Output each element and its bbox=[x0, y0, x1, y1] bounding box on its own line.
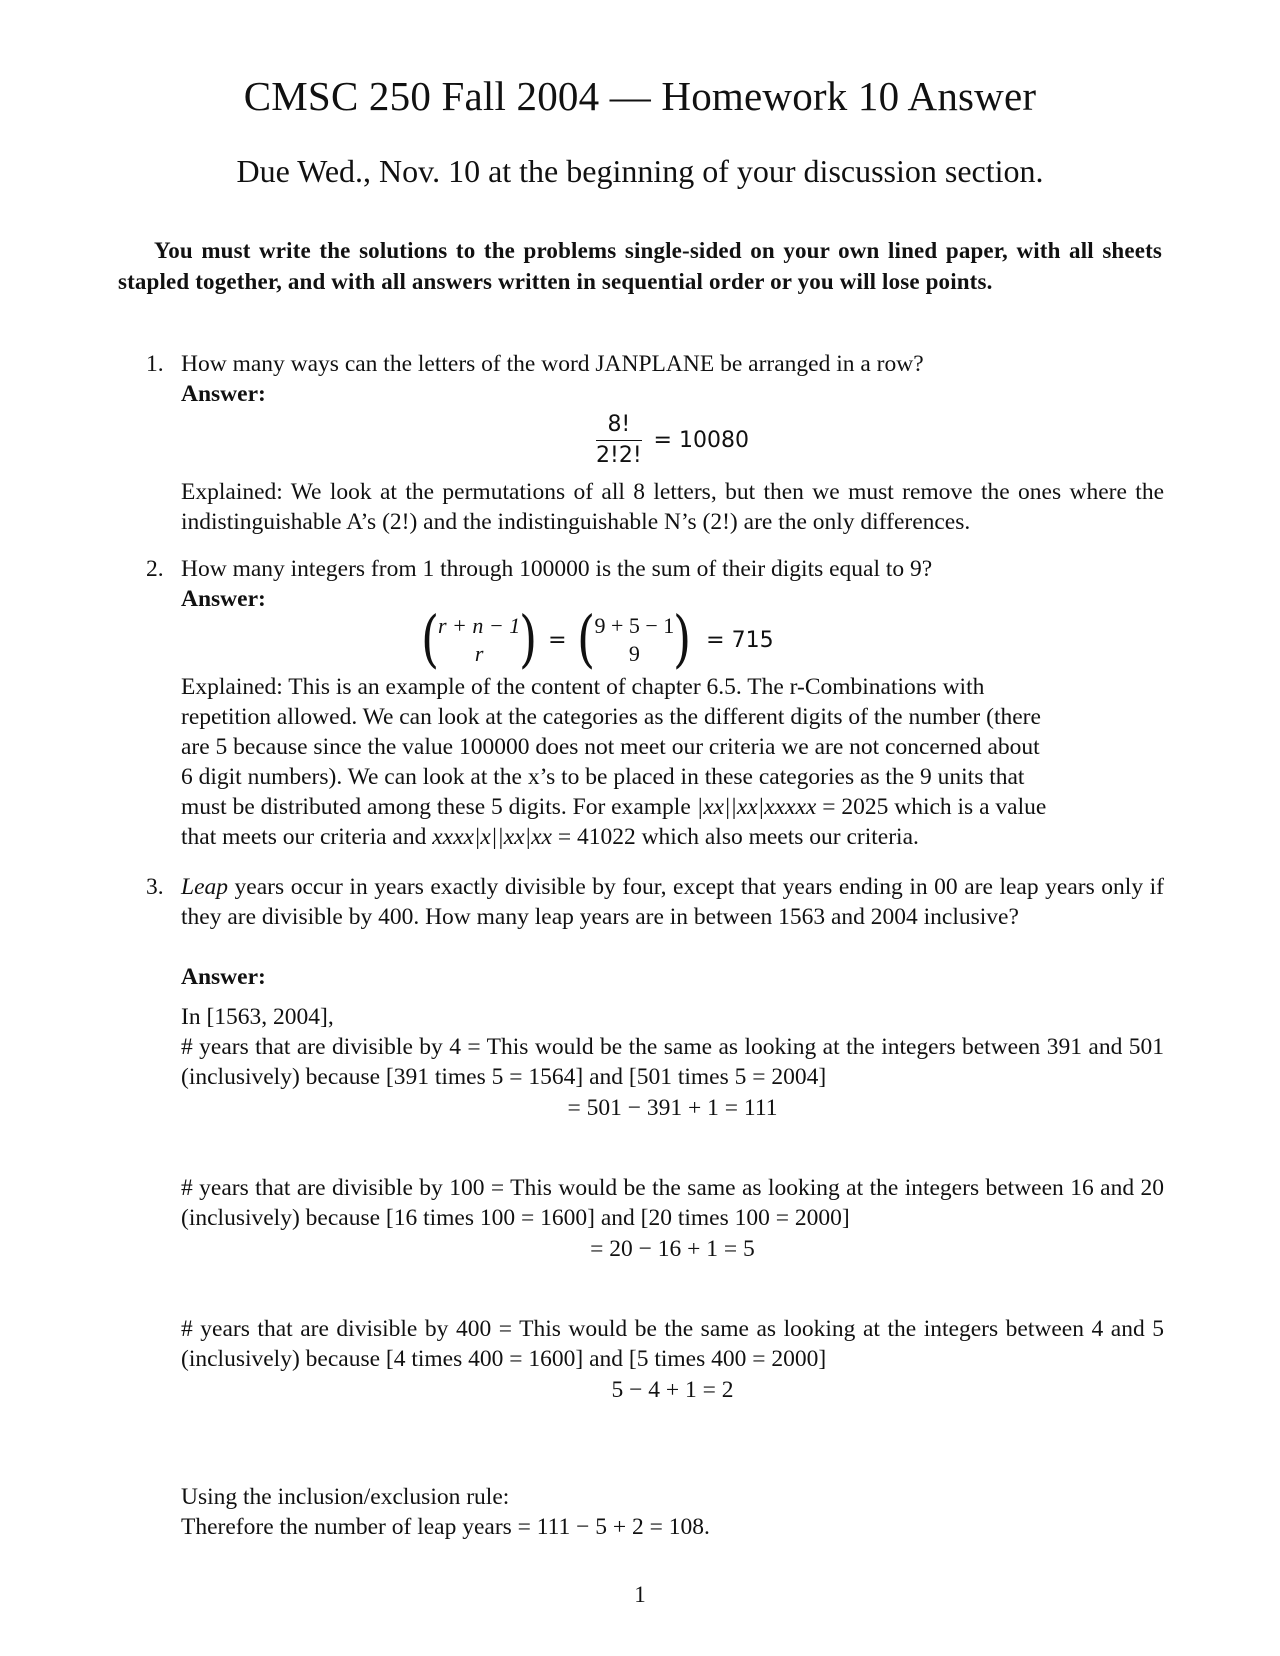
problem-2-explanation-line-4: 6 digit numbers). We can look at the x’s to be placed in these categories as the 9 units that bbox=[181, 764, 1025, 790]
problem-2-question: How many integers from 1 through 100000 is the sum of their digits equal to 9? bbox=[181, 556, 933, 582]
problem-1-numerator: 8! bbox=[596, 412, 642, 441]
page-number: 1 bbox=[634, 1582, 646, 1607]
problem-2-binomial-general: ( r + n − 1 r ) bbox=[421, 602, 538, 675]
problem-1-explanation: Explained: We look at the permutations of all 8 letters, but then we must remove the ones where the indistinguishable A’s (2!) and the indistinguishable N’s (2!) are the only differences. bbox=[181, 479, 1164, 535]
problem-2-binom1-bottom: r bbox=[474, 641, 484, 666]
problem-3-intro: In [1563, 2004], bbox=[181, 1004, 334, 1030]
problem-3-part-1-text: # years that are divisible by 4 = This would be the same as looking at the integers between 391 and 501 (inclusively) because [391 times 5 = 1564] and [501 times 5 = 2004] bbox=[181, 1034, 1164, 1090]
problem-1-number: 1. bbox=[146, 351, 164, 377]
problem-2-explanation-line-1: Explained: This is an example of the content of chapter 6.5. The r-Combinations with bbox=[181, 674, 985, 700]
problem-3-part-1-equation: = 501 − 391 + 1 = 111 bbox=[567, 1095, 778, 1121]
problem-2-binomial-specific: ( 9 + 5 − 1 9 ) bbox=[577, 602, 692, 675]
problem-2-answer-label: Answer: bbox=[181, 586, 266, 612]
line-5-math: |xx||xx|xxxxx bbox=[696, 794, 817, 820]
problem-2-binom1-top: r + n − 1 bbox=[438, 613, 521, 638]
problem-3-part-2-text: # years that are divisible by 100 = This would be the same as looking at the integers between 16 and 20 (inclusively) because [16 times 100 = 1600] and [20 times 100 = 2000] bbox=[181, 1175, 1164, 1231]
problem-3-part-3-equation: 5 − 4 + 1 = 2 bbox=[611, 1377, 734, 1403]
problem-2-binom2-bottom: 9 bbox=[628, 641, 640, 666]
problem-3-question-rest: years occur in years exactly divisible by four, except that years ending in 00 are leap years only if they are divisible by 400. How many leap years are in between 1563 and 2004 inclusive? bbox=[181, 874, 1164, 930]
problem-1-fraction bbox=[596, 412, 642, 469]
problem-2-explanation-line-5 bbox=[181, 792, 1164, 822]
problem-3-question-emph: Leap bbox=[181, 874, 228, 900]
problem-2-number: 2. bbox=[146, 556, 164, 582]
problem-3-part-2-equation: = 20 − 16 + 1 = 5 bbox=[590, 1236, 755, 1262]
problem-3-conclusion-line-2: Therefore the number of leap years = 111 − 5 + 2 = 108. bbox=[181, 1514, 710, 1540]
page-title: CMSC 250 Fall 2004 — Homework 10 Answer bbox=[243, 73, 1037, 119]
line-6-prefix: that meets our criteria and bbox=[181, 824, 433, 850]
problem-2-result: = 715 bbox=[706, 627, 774, 653]
problem-2-explanation-line-2: repetition allowed. We can look at the categories as the different digits of the number (there bbox=[181, 704, 1041, 730]
problem-1-equation bbox=[181, 412, 1164, 469]
problem-3-question bbox=[181, 872, 1164, 932]
problem-3-answer-label: Answer: bbox=[181, 964, 266, 990]
page-subtitle: Due Wed., Nov. 10 at the beginning of your discussion section. bbox=[236, 153, 1044, 189]
problem-1-question: How many ways can the letters of the word JANPLANE be arranged in a row? bbox=[181, 351, 924, 377]
problem-1-answer-label: Answer: bbox=[181, 381, 266, 407]
problem-2-explanation-line-6 bbox=[181, 822, 1164, 852]
problem-1-denominator: 2!2! bbox=[596, 443, 642, 468]
line-6-suffix: = 41022 which also meets our criteria. bbox=[551, 824, 919, 850]
problem-3-part-3-text: # years that are divisible by 400 = This would be the same as looking at the integers between 4 and 5 (inclusively) because [4 times 400 = 1600] and [5 times 400 = 2000] bbox=[181, 1316, 1164, 1372]
line-5-prefix: must be distributed among these 5 digits. For example bbox=[181, 794, 697, 820]
problem-1-block bbox=[181, 349, 1164, 409]
problem-1-result: = 10080 bbox=[653, 427, 749, 453]
problem-2-equation bbox=[420, 602, 880, 675]
problem-2-explanation-line-3: are 5 because since the value 100000 does not meet our criteria we are not concerned about bbox=[181, 734, 1040, 760]
problem-3-conclusion bbox=[181, 1482, 1164, 1542]
line-6-math: xxxx|x||xx|xx bbox=[432, 824, 552, 850]
line-5-suffix: = 2025 which is a value bbox=[816, 794, 1047, 820]
problem-3-conclusion-line-1: Using the inclusion/exclusion rule: bbox=[181, 1484, 510, 1510]
problem-2-explanation bbox=[181, 672, 1164, 852]
problem-2-binom2-top: 9 + 5 − 1 bbox=[594, 613, 675, 638]
problem-2-equals: = bbox=[548, 627, 567, 653]
problem-3-number: 3. bbox=[146, 874, 164, 900]
instructions-paragraph: You must write the solutions to the problems single-sided on your own lined paper, with all sheets stapled together, and with all answers written in sequential order or you will lose points. bbox=[118, 238, 1162, 294]
